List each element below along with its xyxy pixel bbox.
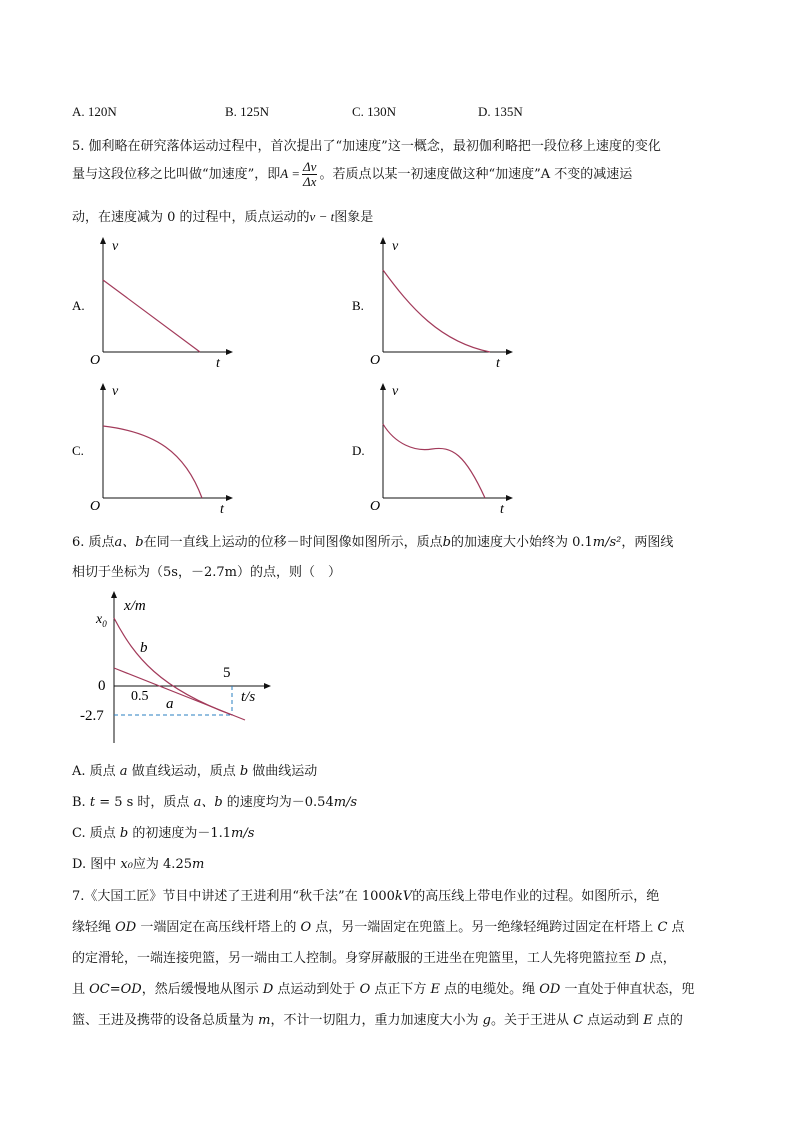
q6-opt-d-tail: 应为 4.25 [132, 857, 192, 872]
q6-label-a: a [166, 696, 174, 712]
graph-a-v-label: v [112, 239, 119, 254]
q7-l3-c: 点， [645, 951, 676, 966]
q6-opt-c-var-b: b [119, 826, 129, 841]
q6-opt-b-text: B. [72, 795, 90, 810]
graph-a-t-label: t [216, 356, 220, 371]
q7-l5-e: 。关于王进从 [490, 1013, 574, 1028]
q6-opt-b-var-t: t [89, 795, 96, 810]
q7-l2-g: 点 [667, 920, 685, 935]
q7-l4-i: 点的电缆处。绳 [440, 982, 540, 997]
q6-opt-b-unit: m/s [333, 795, 358, 810]
q7-l2-d: O [300, 920, 312, 935]
q6-option-d [72, 853, 204, 872]
q7-l4-b: OC=OD [89, 982, 142, 997]
q6-var-ab: a、b [114, 535, 144, 550]
q5-line-3-tail: 图象是 [334, 210, 374, 225]
graph-c-origin: O [90, 499, 101, 514]
graph-b-v-label: v [392, 239, 399, 254]
q7-l5-b: m [258, 1013, 271, 1028]
q7-l2-a: 缘轻绳 [72, 920, 116, 935]
q7-line-2 [72, 916, 685, 935]
q6-option-a [72, 760, 317, 779]
q6-y-label: x/m [124, 598, 146, 614]
graph-b-origin: O [370, 353, 381, 368]
q7-line-1 [72, 885, 659, 904]
q6-text-e: 的加速度大小始终为 0.1 [450, 535, 593, 550]
q7-l4-h: E [430, 982, 440, 997]
q6-opt-c-text: C. 质点 [72, 826, 120, 841]
graph-d-curve [383, 424, 485, 498]
q6-opt-a-text: A. 质点 [72, 764, 120, 779]
q6-text-a: 6. 质点 [72, 535, 115, 550]
q6-opt-b-mid: = 5 s 时，质点 [95, 795, 194, 810]
q6-opt-a-mid: 做直线运动，质点 [127, 764, 240, 779]
q7-l1-unit: kV [394, 889, 413, 904]
formula-lhs: A = [280, 166, 301, 181]
graph-b [352, 239, 510, 371]
q6-opt-a-var-a: a [119, 764, 128, 779]
q7-l5-i: 点的 [652, 1013, 683, 1028]
q7-l2-e: 点，另一端固定在兜篮上。另一绝缘轻绳跨过固定在杆塔上 [311, 920, 658, 935]
vt-symbol: v − t [309, 209, 335, 224]
graph-c [72, 384, 230, 517]
q7-l5-h: E [643, 1013, 653, 1028]
q6-unit: m/s² [592, 535, 622, 550]
graph-d [352, 384, 510, 517]
q7-l2-f: C [657, 920, 668, 935]
formula-fraction [302, 160, 317, 189]
q6-tick-5: 5 [223, 665, 231, 681]
q4-option-c: C. 130N [352, 104, 397, 119]
graph-c-v-label: v [112, 384, 119, 399]
q7-line-5 [72, 1009, 683, 1028]
q6-x0-label: $x_0$ [96, 612, 107, 629]
graph-b-t-label: t [496, 356, 500, 371]
q6-label-b: b [140, 640, 148, 656]
graph-a-origin: O [90, 353, 101, 368]
q6-opt-c-unit: m/s [231, 826, 255, 841]
graph-a [72, 239, 230, 371]
q6-opt-b-var-ab: a、b [193, 795, 223, 810]
q6-var-b: b [442, 535, 451, 550]
q5-line-3 [72, 206, 373, 225]
q6-option-c [72, 822, 254, 841]
q7-l4-j: OD [539, 982, 561, 997]
graph-b-label: B. [352, 298, 364, 313]
q6-line-1 [72, 531, 673, 550]
q7-line-4 [72, 978, 695, 997]
graph-b-curve [383, 270, 490, 352]
q5-graphs [60, 232, 780, 517]
q7-l5-a: 篮、王进及携带的设备总质量为 [72, 1013, 259, 1028]
q6-option-b [72, 791, 357, 810]
q7-l1-tail: 的高压线上带电作业的过程。如图所示，绝 [412, 889, 660, 904]
q7-l3-b: D [635, 951, 646, 966]
q7-l4-d: D [262, 982, 274, 997]
q5-line-2-tail: 。若质点以某一初速度做这种“加速度”A 不变的减速运 [319, 167, 633, 182]
q6-opt-a-tail: 做曲线运动 [248, 764, 318, 779]
q6-opt-a-var-b: b [239, 764, 249, 779]
formula-numerator: Δv [303, 159, 317, 174]
graph-c-t-label: t [220, 502, 224, 517]
q5-line-2-text: 量与这段位移之比叫做“加速度”，即 [72, 167, 281, 182]
q6-opt-d-text: D. 图中 [72, 857, 121, 872]
q7-l4-k: 一直处于伸直状态，兜 [560, 982, 695, 997]
q5-line-1: 5. 伽利略在研究落体运动过程中，首次提出了“加速度”这一概念，最初伽利略把一段位移上速度的变化 [72, 139, 661, 154]
graph-a-label: A. [72, 298, 85, 313]
graph-d-label: D. [352, 443, 365, 458]
q6-opt-b-tail: 的速度均为－0.54 [222, 795, 334, 810]
graph-a-curve [103, 280, 200, 352]
graph-d-t-label: t [500, 502, 504, 517]
q6-tick-0-5: 0.5 [131, 689, 149, 704]
q7-l5-d: g [482, 1013, 491, 1028]
q7-l4-e: 点运动到处于 [273, 982, 360, 997]
q6-opt-d-var-x0: x₀ [120, 857, 133, 872]
q5-line-3-text: 动，在速度减为 0 的过程中，质点运动的 [72, 210, 310, 225]
formula-denominator: Δx [303, 174, 317, 189]
graph-d-origin: O [370, 499, 381, 514]
q4-option-b: B. 125N [225, 104, 270, 119]
q6-x-label: t/s [241, 689, 256, 705]
q6-line-2: 相切于坐标为（5s，－2.7m）的点，则（ ） [72, 565, 341, 580]
graph-c-label: C. [72, 443, 84, 458]
graph-c-curve [103, 426, 202, 498]
q6-opt-c-tail: 的初速度为－1.1 [128, 826, 232, 841]
q6-tick-neg: -2.7 [80, 708, 104, 724]
q6-text-g: ，两图线 [621, 535, 674, 550]
q7-line-3 [72, 947, 676, 966]
q6-opt-d-unit: m [191, 857, 205, 872]
q6-figure [80, 588, 280, 748]
q7-l2-c: 一端固定在高压线杆塔上的 [136, 920, 301, 935]
q7-l3-a: 的定滑轮，一端连接兜篮，另一端由工人控制。身穿屏蔽服的王进坐在兜篮里，工人先将兜篮拉至 [72, 951, 636, 966]
q7-l2-b: OD [115, 920, 137, 935]
q7-l5-f: C [573, 1013, 584, 1028]
q7-l4-g: 点正下方 [370, 982, 431, 997]
q7-l5-g: 点运动到 [583, 1013, 644, 1028]
q4-option-d: D. 135N [478, 104, 523, 119]
q7-l1-text: 7.《大国工匠》节目中讲述了王进利用“秋千法”在 1000 [72, 889, 395, 904]
q6-origin: 0 [98, 678, 106, 694]
q7-l4-f: O [359, 982, 371, 997]
q7-l5-c: ，不计一切阻力，重力加速度大小为 [270, 1013, 483, 1028]
q6-text-c: 在同一直线上运动的位移－时间图像如图所示，质点 [143, 535, 443, 550]
q7-l4-a: 且 [72, 982, 90, 997]
q5-line-2 [72, 160, 632, 189]
q4-option-a: A. 120N [72, 104, 117, 119]
graph-d-v-label: v [392, 384, 399, 399]
q7-l4-c: ，然后缓慢地从图示 [141, 982, 263, 997]
